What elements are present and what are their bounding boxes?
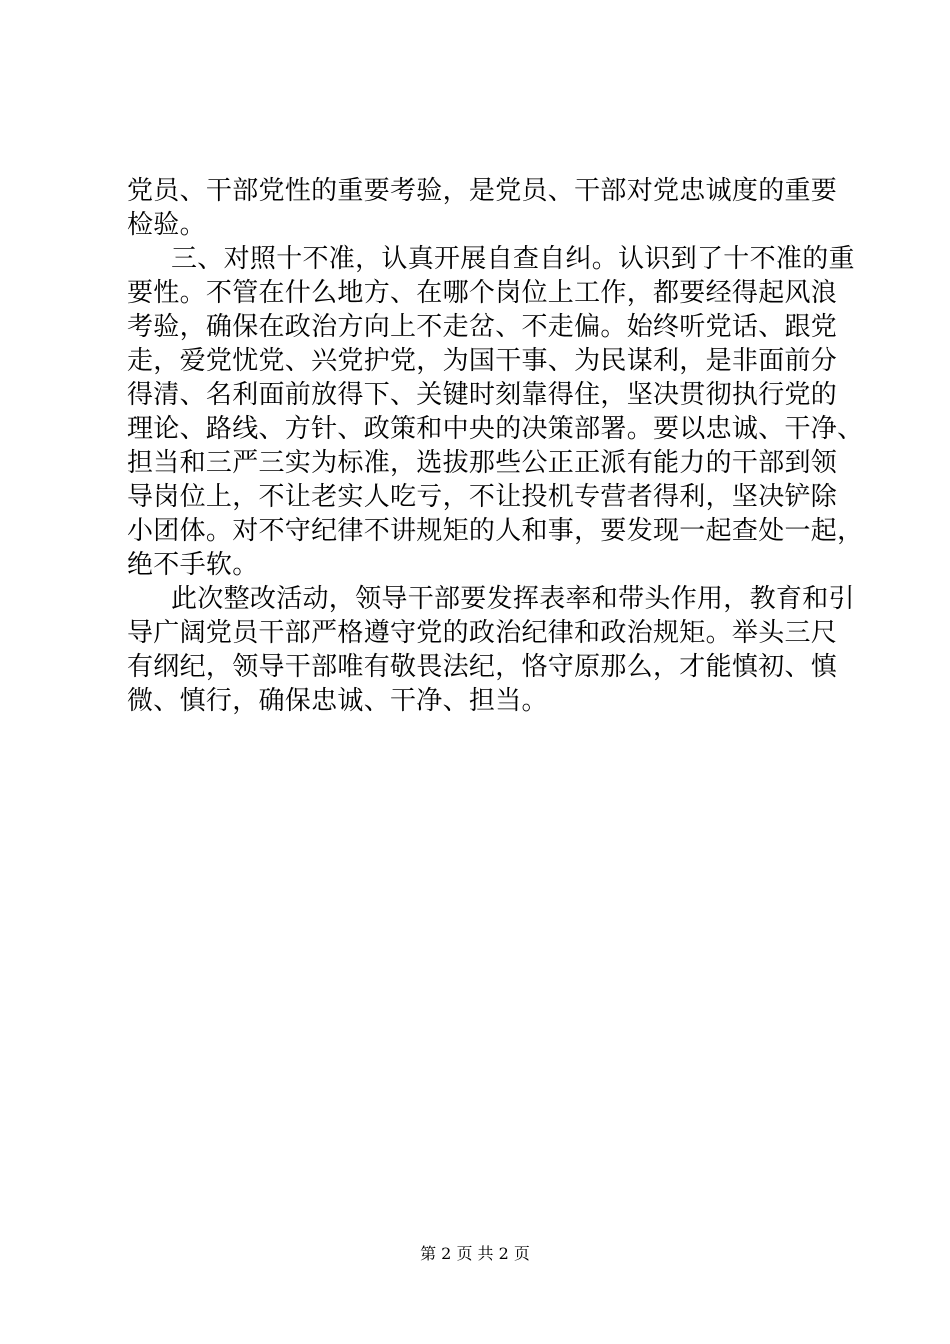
text-line: 理论、路线、方针、政策和中央的决策部署。要以忠诚、干净、: [127, 414, 864, 444]
text-line: 考验，确保在政治方向上不走岔、不走偏。始终听党话、跟党: [127, 312, 838, 342]
text-line: 走，爱党忧党、兴党护党，为国干事、为民谋利，是非面前分: [127, 346, 838, 376]
page-number-label: 第 2 页 共 2 页: [420, 1244, 530, 1263]
text-line: 检验。: [127, 210, 206, 240]
text-line: 要性。不管在什么地方、在哪个岗位上工作，都要经得起风浪: [127, 278, 838, 308]
text-line: 小团体。对不守纪律不讲规矩的人和事，要发现一起查处一起，: [127, 516, 864, 546]
text-line: 党员、干部党性的重要考验，是党员、干部对党忠诚度的重要: [127, 176, 838, 206]
text-line: 绝不手软。: [127, 550, 259, 580]
text-line: 得清、名利面前放得下、关键时刻靠得住，坚决贯彻执行党的: [127, 380, 838, 410]
text-line: 导广阔党员干部严格遵守党的政治纪律和政治规矩。举头三尺: [127, 618, 838, 648]
page-footer: [0, 1243, 950, 1265]
paragraph-start-line: 此次整改活动，领导干部要发挥表率和带头作用，教育和引: [171, 584, 855, 614]
text-line: 导岗位上，不让老实人吃亏，不让投机专营者得利，坚决铲除: [127, 482, 838, 512]
text-line: 担当和三严三实为标准，选拔那些公正正派有能力的干部到领: [127, 448, 838, 478]
text-line: 有纲纪，领导干部唯有敬畏法纪，恪守原那么，才能慎初、慎: [127, 652, 838, 682]
text-line: 微、慎行，确保忠诚、干净、担当。: [127, 686, 548, 716]
paragraph-start-line: 三、对照十不准，认真开展自查自纠。认识到了十不准的重: [171, 244, 855, 274]
document-body: [127, 174, 864, 718]
